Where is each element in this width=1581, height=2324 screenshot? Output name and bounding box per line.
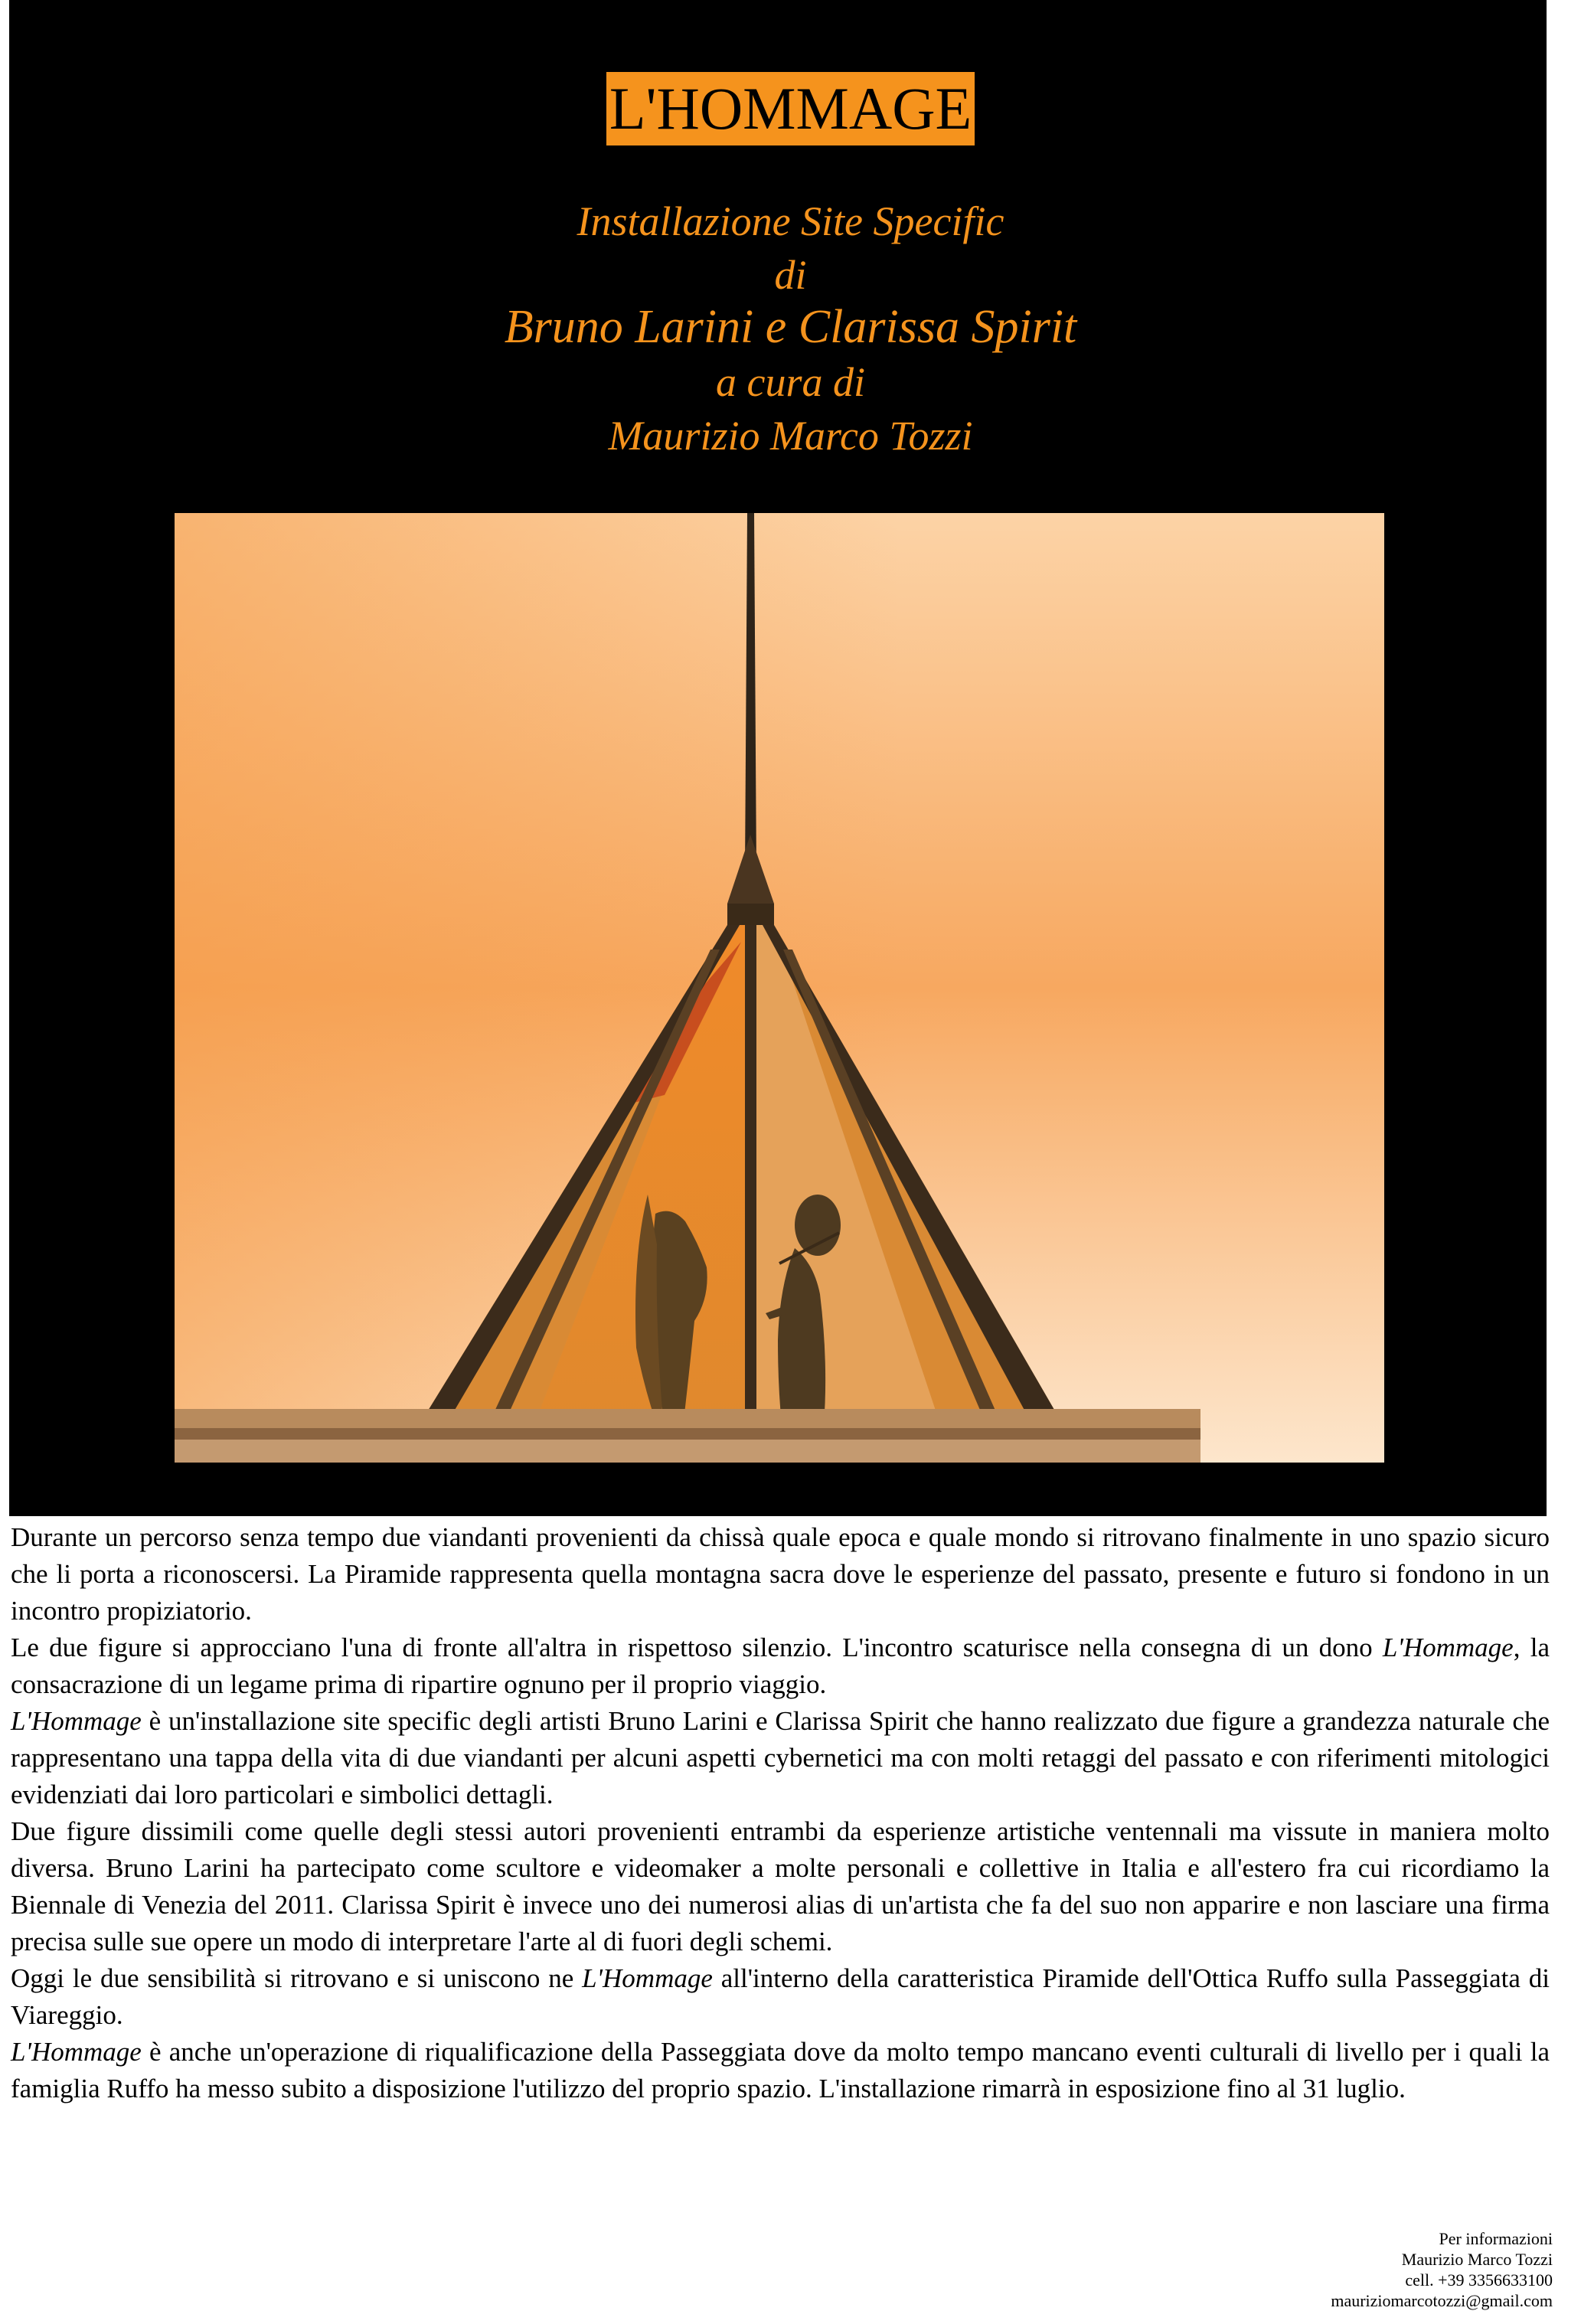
paragraph: L'Hommage è anche un'operazione di riqualificazione della Passeggiata dove da molto tempo mancano eventi culturali di livello per i quali la famiglia Ruffo ha messo subito a disposizione l'utilizzo del proprio spazio. L'installazione rimarrà in esposizione fino al 31 luglio.	[11, 2037, 1550, 2103]
subtitle-di: di	[774, 252, 807, 298]
subtitle-installation: Installazione Site Specific	[577, 198, 1004, 244]
contact-name: Maurizio Marco Tozzi	[1401, 2250, 1553, 2269]
paragraph: Oggi le due sensibilità si ritrovano e si uniscono ne L'Hommage all'interno della caratteristica Piramide dell'Ottica Ruffo sulla Passeggiata di Viareggio.	[11, 1963, 1550, 2030]
paragraph: Durante un percorso senza tempo due viandanti provenienti da chissà quale epoca e quale mondo si ritrovano finalmente in uno spazio sicuro che li porta a riconoscersi. La Piramide rappresenta quella montagna sacra dove le esperienze del passato, presente e futuro si fondono in un incontro propiziatorio.	[11, 1522, 1550, 1626]
body-text	[11, 1519, 1550, 2107]
contact-email[interactable]: mauriziomarcotozzi@gmail.com	[1331, 2291, 1553, 2310]
title-container	[0, 72, 1581, 145]
contact-block	[1331, 2228, 1553, 2311]
contact-label: Per informazioni	[1439, 2229, 1553, 2248]
paragraph: L'Hommage è un'installazione site specific degli artisti Bruno Larini e Clarissa Spirit che hanno realizzato due figure a grandezza naturale che rappresentano una tappa della vita di due viandanti per alcuni aspetti cybernetici ma con molti retaggi del passato e con riferimenti mitologici evidenziati dai loro particolari e simbolici dettagli.	[11, 1706, 1550, 1809]
paragraph: Due figure dissimili come quelle degli stessi autori provenienti entrambi da esperienze artistiche ventennali ma vissute in maniera molto diversa. Bruno Larini ha partecipato come scultore e videomaker a molte personali e collettive in Italia e all'estero fra cui ricordiamo la Biennale di Venezia del 2011. Clarissa Spirit è invece uno dei numerosi alias di un'artista che fa del suo non apparire e non lasciare una firma precisa sulle sue opere un modo di interpretare l'arte al di fuori degli schemi.	[11, 1816, 1550, 1956]
contact-phone: cell. +39 3356633100	[1405, 2270, 1553, 2290]
page-title: L'HOMMAGE	[606, 72, 975, 145]
pyramid-photo	[175, 513, 1384, 1463]
paragraph: Le due figure si approcciano l'una di fronte all'altra in rispettoso silenzio. L'incontro scaturisce nella consegna di un dono L'Hommage, la consacrazione di un legame prima di ripartire ognuno per il proprio viaggio.	[11, 1633, 1550, 1699]
subtitle-curated-by: a cura di	[716, 359, 865, 405]
subtitle-artists: Bruno Larini e Clarissa Spirit	[504, 301, 1077, 353]
subtitle-curator: Maurizio Marco Tozzi	[608, 413, 973, 459]
